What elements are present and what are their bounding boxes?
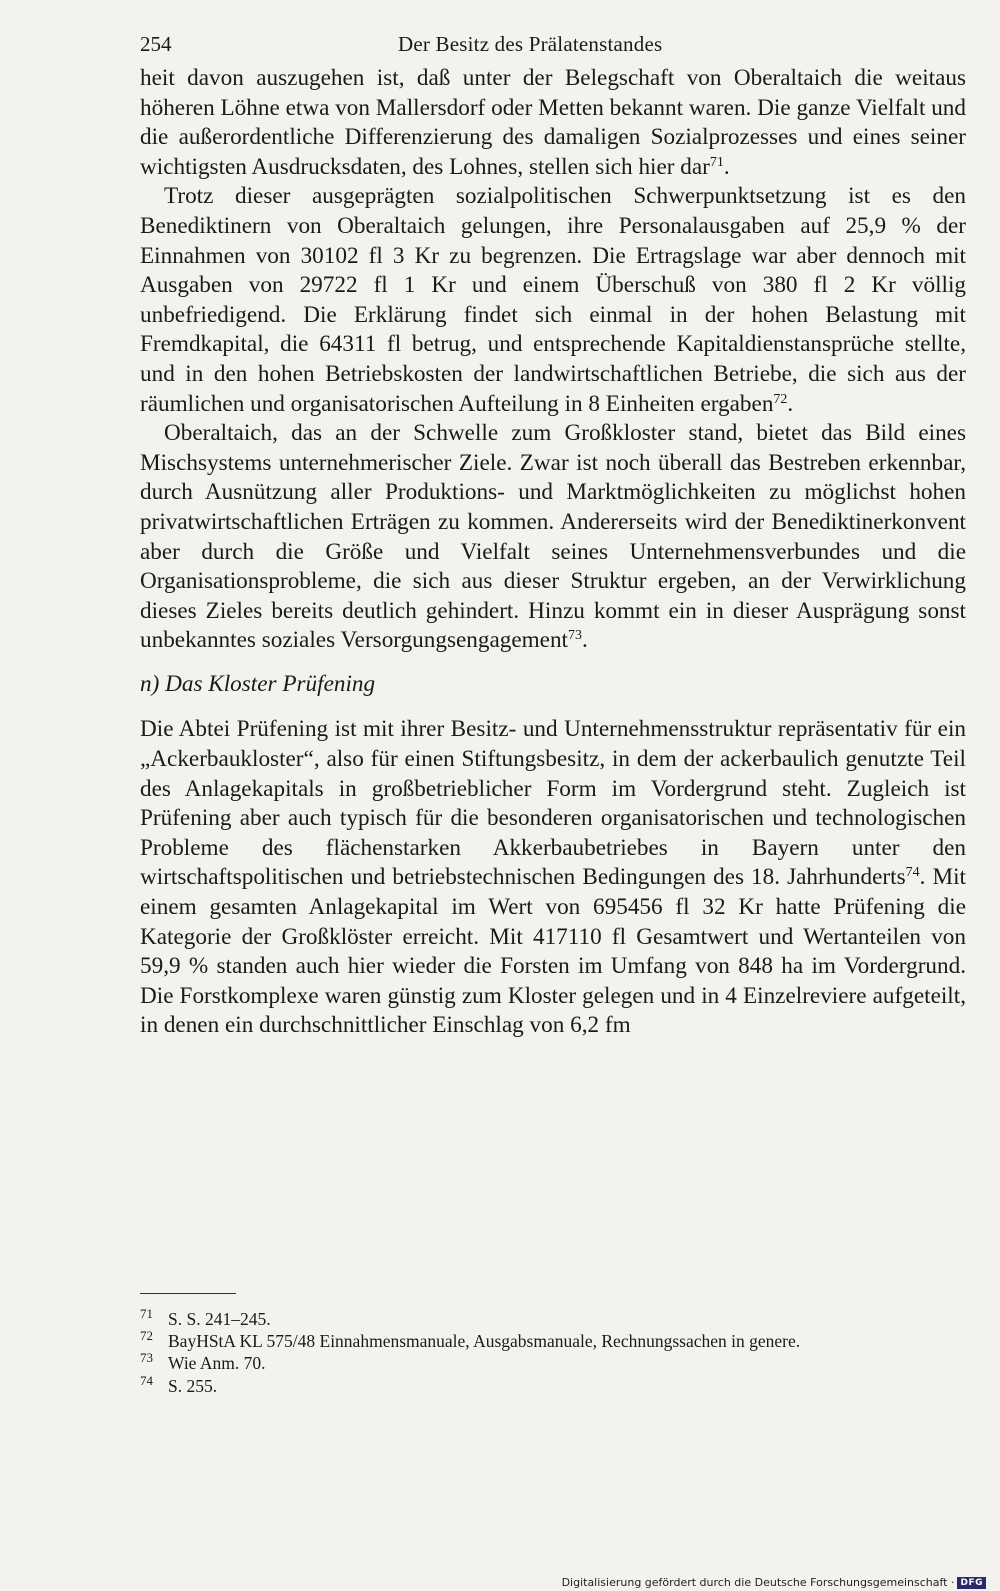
paragraph-2: Trotz dieser ausgeprägten sozialpolitischen Schwerpunktsetzung ist es den Benediktinern von Oberaltaich gelungen, ihre Personalausgaben auf 25,9 % der Einnahmen von 30102 fl 3 Kr zu begrenzen. Die Ertragslage war aber dennoch mit Ausgaben von 29722 fl 1 Kr und einem Überschuß von 380 fl 2 Kr völlig unbefriedigend. Die Erklärung findet sich einmal in der hohen Belastung mit Fremdkapital, die 64311 fl betrug, und entsprechende Kapitaldienstansprüche stellte, und in den hohen Betriebskosten der landwirtschaftlichen Betriebe, die sich aus der räumlichen und organisatorischen Aufteilung in 8 Einheiten ergaben$^{72}$.: [140, 183, 966, 417]
section-heading: n) Das Kloster Prüfening: [140, 670, 376, 697]
paragraph-4: Die Abtei Prüfening ist mit ihrer Besitz- und Unternehmensstruktur repräsentativ für ein „Ackerbaukloster“, also für einen Stiftungsbesitz, in dem der ackerbaulich genutzte Teil des Anlagekapitals in großbetrieblicher Form im Vordergrund steht. Zugleich ist Prüfening aber auch typisch für die besonderen organisatorischen und technologischen Probleme des flächenstarken Akkerbaubetriebes in Bayern unter den wirtschaftspolitischen und betriebstechnischen Bedingungen des 18. Jahrhunderts$^{74}$. Mit einem gesamten Anlagekapital im Wert von 695456 fl 32 Kr hatte Prüfening die Kategorie der Großklöster erreicht. Mit 417110 fl Gesamtwert und Wertanteilen von 59,9 % standen auch hier wieder die Forsten im Umfang von 848 ha im Vordergrund. Die Forstkomplexe waren günstig zum Kloster gelegen und in 4 Einzelreviere aufgeteilt, in denen ein durchschnittlicher Einschlag von 6,2 fm: [140, 716, 966, 1039]
page-number: 254: [140, 32, 172, 56]
footnote-ref-72[interactable]: 72: [773, 391, 788, 407]
footnotes: [140, 1308, 980, 1397]
footnote-ref-71[interactable]: 71: [709, 154, 724, 170]
footnote-72: 72 BayHStA KL 575/48 Einnahmensmanuale, Ausgabsmanuale, Rechnungssachen in genere.: [140, 1328, 801, 1352]
running-title: Der Besitz des Prälatenstandes: [398, 32, 663, 56]
footnote-73: 73 Wie Anm. 70.: [140, 1350, 266, 1374]
footnote-ref-73[interactable]: 73: [568, 628, 583, 644]
running-head: [140, 30, 966, 62]
digitization-credit: [562, 1576, 986, 1589]
footnote-71: 71 S. S. 241–245.: [140, 1306, 271, 1329]
dfg-logo: DFG: [957, 1577, 986, 1589]
footnote-rule: [140, 1293, 236, 1294]
paragraph-3: Oberaltaich, das an der Schwelle zum Großkloster stand, bietet das Bild eines Mischsystems unternehmerischer Ziele. Zwar ist noch überall das Bestreben erkennbar, durch Ausnützung aller Produktions- und Marktmöglichkeiten zu möglichst hohen privatwirtschaftlichen Erträgen zu kommen. Andererseits wird der Benediktinerkonvent aber durch die Größe und Vielfalt seines Unternehmensverbundes und die Organisationsprobleme, die sich aus dieser Struktur ergeben, an der Verwirklichung dieses Zieles bereits deutlich gehindert. Hinzu kommt ein in dieser Ausprägung sonst unbekanntes soziales Versorgungsengagement$^{73}$.: [140, 420, 966, 654]
body-text: [140, 64, 966, 1041]
page: [140, 30, 966, 1041]
footnote-74: 74 S. 255.: [140, 1372, 218, 1396]
credit-text: Digitalisierung gefördert durch die Deutsche Forschungsgemeinschaft ·: [561, 1576, 955, 1589]
footnote-ref-74[interactable]: 74: [905, 865, 920, 881]
paragraph-1: heit davon auszugehen ist, daß unter der Belegschaft von Oberaltaich die weitaus höheren Löhne etwa von Mallersdorf oder Metten bekannt waren. Die ganze Vielfalt und die außerordentliche Differenzierung des damaligen Sozialprozesses und eines seiner wichtigsten Ausdrucksdaten, des Lohnes, stellen sich hier dar$^{71}$.: [140, 65, 966, 180]
